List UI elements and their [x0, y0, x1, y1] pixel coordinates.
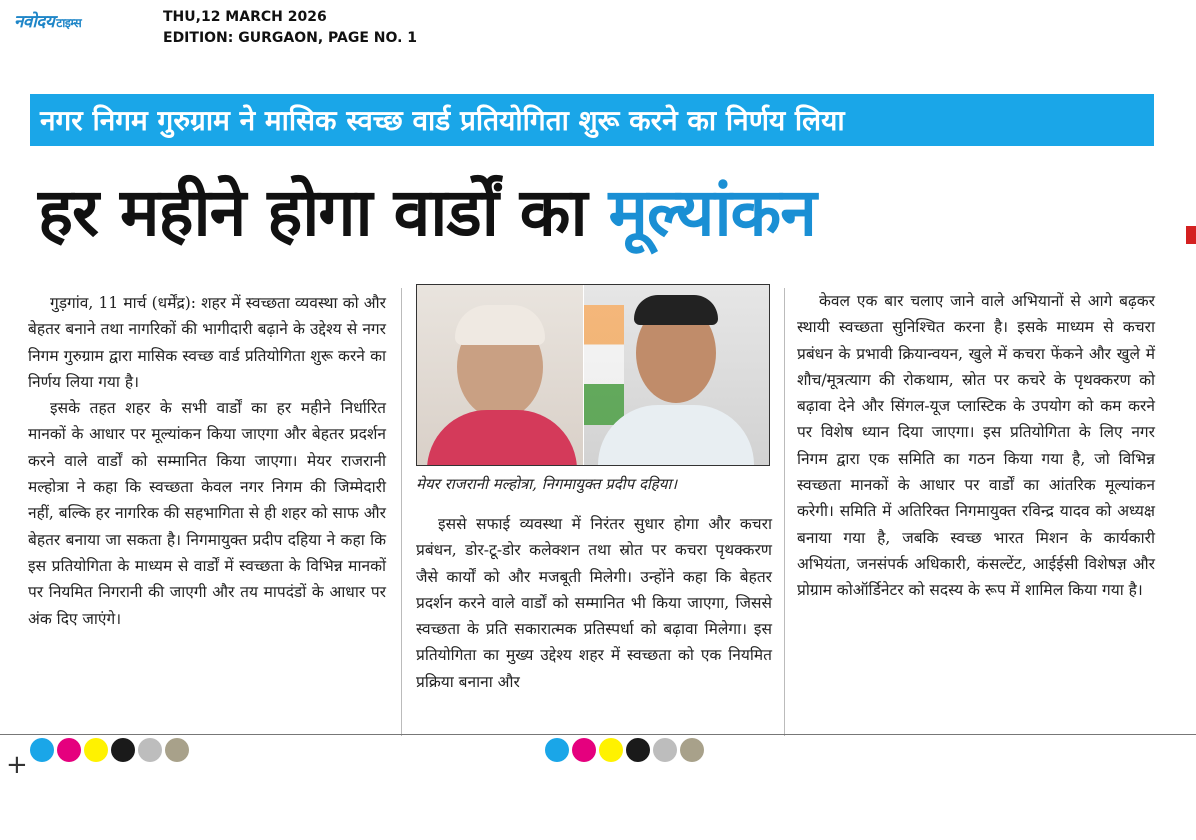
registration-dot: [111, 738, 135, 762]
cropped-red-mark: [1186, 226, 1196, 244]
headline-accent-text: मूल्यांकन: [608, 174, 816, 251]
article-column-3: [797, 288, 1155, 604]
color-registration-marks: [545, 738, 707, 762]
registration-dot: [545, 738, 569, 762]
cropped-previous-article: [40, 58, 1160, 66]
registration-dot: [653, 738, 677, 762]
registration-dot: [84, 738, 108, 762]
print-trim-line: [0, 734, 1196, 735]
paragraph: इसके तहत शहर के सभी वार्डों का हर महीने निर्धारित मानकों के आधार पर मूल्यांकन किया जाएगा और बेहतर प्रदर्शन करने वाले वार्डों को सम्मानित किया जाएगा। मेयर राजरानी मल्होत्रा ने कहा कि स्वच्छता केवल नगर निगम की जिम्मेदारी नहीं, बल्कि हर नागरिक की सहभागिता से ही शहर को साफ और बेहतर बनाया जा सकता है। निगमायुक्त प्रदीप दहिया ने कहा कि इस प्रतियोगिता के माध्यम से वार्डों में स्वच्छता के विभिन्न मानकों पर नियमित निगरानी की जाएगी और तय मापदंडों के आधार पर अंक दिए जाएंगे।: [28, 399, 386, 628]
color-registration-marks: [30, 738, 192, 762]
paragraph: इससे सफाई व्यवस्था में निरंतर सुधार होगा और कचरा प्रबंधन, डोर-टू-डोर कलेक्शन तथा स्रोत पर कचरा पृथक्करण जैसे कार्यों को और मजबूती मिलेगी। उन्होंने कहा कि बेहतर प्रदर्शन करने वाले वार्डों को सम्मानित भी किया जाएगा, जिससे स्वच्छता के प्रति सकारात्मक प्रतिस्पर्धा को बढ़ावा मिलेगा। इस प्रतियोगिता का मुख्य उद्देश्य शहर में स्वच्छता को एक नियमित प्रक्रिया बनाना और: [416, 515, 772, 691]
paragraph: केवल एक बार चलाए जाने वाले अभियानों से आगे बढ़कर स्थायी स्वच्छता सुनिश्चित करना है। इसके माध्यम से कचरा प्रबंधन के प्रभावी क्रियान्वयन, खुले में कचरा फेंकने और खुले में शौच/मूत्रत्याग की रोकथाम, स्रोत पर कचरे के पृथक्करण को बढ़ावा देने और सिंगल-यूज प्लास्टिक के उपयोग को कम करने पर विशेष ध्यान दिया जाएगा। इस प्रतियोगिता के लिए नगर निगम द्वारा एक समिति का गठन किया गया है, जो विभिन्न स्वच्छता मानकों के आधार पर वार्डों का आंतरिक मूल्यांकन करेगी। समिति में अतिरिक्त निगमायुक्त रविन्द्र यादव को अध्यक्ष बनाया गया है, जबकि स्वच्छ भारत मिशन के कार्यकारी अभियंता, जनसंपर्क अधिकारी, कंसल्टेंट, आईईसी विशेषज्ञ और प्रोग्राम कोऑर्डिनेटर को सदस्य के रूप में शामिल किया गया है।: [797, 292, 1155, 600]
registration-cross-icon: +: [6, 750, 28, 780]
subheadline-text: नगर निगम गुरुग्राम ने मासिक स्वच्छ वार्ड प्रतियोगिता शुरू करने का निर्णय लिया: [40, 104, 845, 137]
registration-dot: [165, 738, 189, 762]
registration-dot: [626, 738, 650, 762]
photo-caption: मेयर राजरानी मल्होत्रा, निगमायुक्त प्रदीप दहिया।: [416, 475, 678, 493]
article-subheadline: [30, 94, 1154, 146]
brand-main: नवोदय: [14, 12, 55, 32]
page-header: [0, 0, 1196, 58]
photo-mayor: [417, 285, 583, 465]
article-photo: [416, 284, 770, 466]
registration-dot: [599, 738, 623, 762]
edition-date: THU,12 MARCH 2026: [163, 9, 327, 25]
brand-sub: टाइम्स: [56, 16, 82, 30]
article-headline: [38, 158, 816, 268]
column-divider: [401, 288, 402, 736]
registration-dot: [57, 738, 81, 762]
registration-dot: [138, 738, 162, 762]
headline-text: हर महीने होगा वार्डों का: [38, 174, 609, 251]
cropped-next-column: [1166, 68, 1196, 728]
column-divider: [784, 288, 785, 736]
photo-commissioner: [584, 285, 769, 465]
edition-info: EDITION: GURGAON, PAGE NO. 1: [163, 30, 418, 46]
article-column-1: [28, 290, 386, 632]
registration-dot: [680, 738, 704, 762]
brand-logo[interactable]: [14, 9, 81, 32]
paragraph: गुड़गांव, 11 मार्च (धर्मेंद्र): शहर में स्वच्छता व्यवस्था को और बेहतर बनाने तथा नागरिकों की भागीदारी बढ़ाने के उद्देश्य से नगर निगम गुरुग्राम द्वारा मासिक स्वच्छ वार्ड प्रतियोगिता शुरू करने का निर्णय लिया गया है।: [28, 294, 386, 391]
registration-dot: [572, 738, 596, 762]
newspaper-page: [0, 58, 1196, 840]
registration-dot: [30, 738, 54, 762]
article-column-2: [416, 511, 772, 695]
